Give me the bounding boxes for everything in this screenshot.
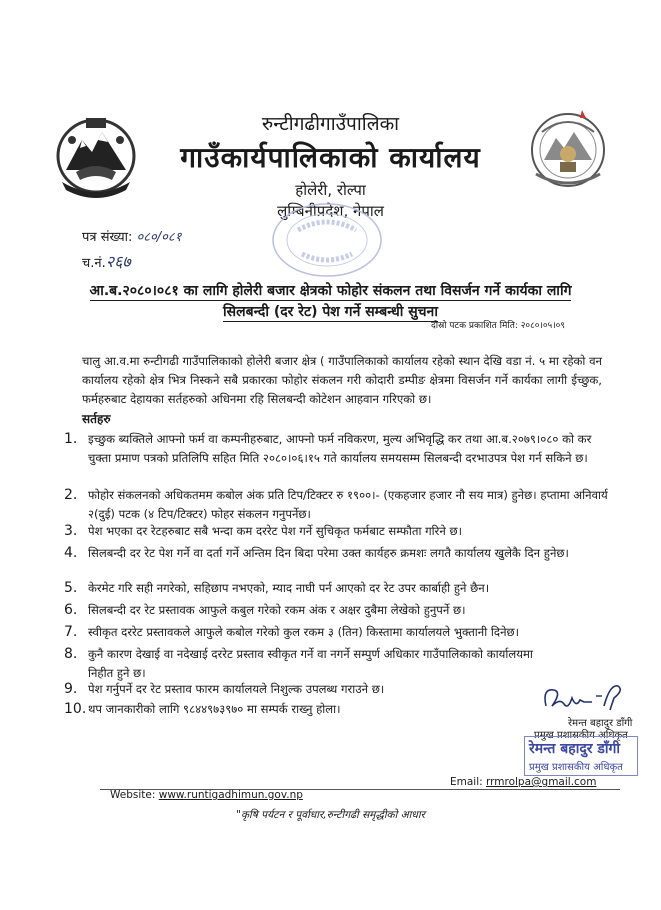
subject-line-1: आ.ब.२०८०।०८१ का लागि होलेरी बजार क्षेत्रको फोहोर संकलन तथा विसर्जन गर्ने कार्यका लागि [89,283,572,299]
term-item [64,544,614,563]
letter-number [82,227,181,245]
subject-line-2: सिलबन्दी (दर रेट) पेश गर्ने सम्बन्धी सुचना [223,304,438,320]
term-item [64,645,614,683]
term-text: पेश गर्नुपर्ने दर रेट प्रस्ताव फारम कार्यालयले निशुल्क उपलब्ध गराउने छ। [88,682,385,696]
term-text: सिलबन्दी दर रेट प्रस्तावक आफुले कबुल गरेको रकम अंक र अक्षर दुबैमा लेखेको हुनुपर्ने छ। [88,603,466,617]
term-text: स्वीकृत दररेट प्रस्तावकले आफुले कबोल गरेको कुल रकम ३ (तिन) किस्तामा कार्यालयले भुक्तानी दिनेछ। [88,625,520,639]
letter-number-value: ०८०/०८१ [136,230,182,245]
office-title: गाउँकार्यपालिकाको कार्यालय [180,141,481,174]
term-text: केरमेट गरि सही नगरेको, सहिछाप नभएको, म्याद नाघी पर्न आएको दर रेट उपर कार्बाही हुने छैन। [88,581,490,595]
term-item [64,601,614,620]
footer-motto: "कृषि पर्यटन र पूर्वाधार,रुन्टीगढी समृद्धीको आधार [236,809,425,821]
publication-note: दोस्रो पटक प्रकाशित मिति: २०८०।०५।०९ [430,321,565,331]
term-text: सिलबन्दी दर रेट पेश गर्ने वा दर्ता गर्ने अन्तिम दिन बिदा परेमा उक्त कार्यहरु क्रमशः लगतै कार्यालय खुलेकै दिन हुनेछ। [88,546,569,560]
term-item [64,700,614,719]
term-number: 5. [64,580,78,596]
signer-title: प्रमुख प्रशासकीय अधिकृत [534,730,628,741]
term-number: 7. [64,624,78,640]
term-item [64,522,614,541]
dispatch-number-label: च.नं. [82,256,106,271]
dispatch-number [82,250,131,272]
intro-paragraph: चालु आ.व.मा रुन्टीगढी गाउँपालिकाको होलेरी बजार क्षेत्र ( गाउँपालिकाको कार्यालय रहेको स्थान देखि वडा नं. ५ मा रहेको वन कार्यालय रहेको क्षेत्र भित्र निस्कने सबै प्रकारका फोहोर संकलन गरी कोदारी डम्पीङ क्षेत्रमा विसर्जन गर्ने कार्यका लागी ईच्छुक, फर्महरुबाट देहायका सर्तहरुको अधिनमा रहि सिलबन्दी कोटेशन आहवान गरिएको छ। [82,354,602,406]
term-text: थप जानकारीको लागि ९८४४९७३९७० मा सम्पर्क राख्नु होला। [88,702,341,716]
term-number: 10. [64,701,87,717]
stamp-title: प्रमुख प्रशासकीय अधिकृत [529,762,623,773]
term-number: 2. [64,487,78,503]
term-item [64,579,614,598]
signature-mark [540,676,630,718]
term-number: 1. [64,431,78,447]
term-item [64,680,614,699]
office-seal-stamp [268,200,386,280]
term-number: 9. [64,681,78,697]
term-text: कुनै कारण देखाई वा नदेखाई दररेट प्रस्ताव स्वीकृत गर्ने वा नगर्ने सम्पुर्ण अधिकार गाउँपालिकाको कार्यालयमा निहीत हुने छ। [88,647,533,680]
footer-email [450,776,596,788]
footer-website [110,789,303,801]
term-text: इच्छुक ब्यक्तिले आफ्नो फर्म वा कम्पनीहरुबाट, आफ्नो फर्म नविकरण, मुल्य अभिवृद्धि कर तथा आ.ब.२०७९।०८० को कर चुक्ता प्रमाण पत्रको प्रतिलिपि सहित मिति २०८०।०६।१५ गते कार्यालय समयसम्म सिलबन्दी दरभाउपत्र पेश गर्न सकिने छ। [88,432,592,465]
dispatch-number-value: २६७ [105,252,131,271]
address-line-2: लुम्बिनीप्रदेश, नेपाल [277,202,384,220]
email-label: Email: [450,776,483,788]
term-number: 4. [64,545,78,561]
term-number: 3. [64,523,78,539]
address-line-1: होलेरी, रोल्पा [295,181,366,199]
letter-number-label: पत्र संख्या: [82,230,133,245]
organization-name: रुन्टीगढीगाउँपालिका [261,113,400,135]
official-name-stamp [524,736,638,776]
stamp-name: रेमन्त बहादुर डाँगी [529,741,620,757]
website-label: Website: [110,789,156,801]
term-number: 8. [64,646,78,662]
term-number: 6. [64,602,78,618]
signer-name: रेमन्त बहादुर डाँगी [568,718,633,729]
term-item [64,430,614,468]
term-text: पेश भएका दर रेटहरुबाट सबै भन्दा कम दररेट पेश गर्ने सुचिकृत फर्मबाट सम्फौता गरिने छ। [88,524,463,538]
term-item [64,623,614,642]
terms-heading: सर्तहरु [82,412,111,426]
email-link[interactable]: rrmrolpa@gmail.com [486,776,597,788]
website-link[interactable]: www.runtigadhimun.gov.np [158,789,303,801]
term-item [64,486,614,524]
term-text: फोहोर संकलनको अधिकतमम कबोल अंक प्रति टिप/टिक्टर रु १९००।- (एकहजार हजार नौ सय मात्र) हुनेछ। हप्तामा अनिवार्य २(दुई) पटक (४ टिप/टिक्टर) फोहर संकलन गनुपर्नेछ। [88,488,608,521]
